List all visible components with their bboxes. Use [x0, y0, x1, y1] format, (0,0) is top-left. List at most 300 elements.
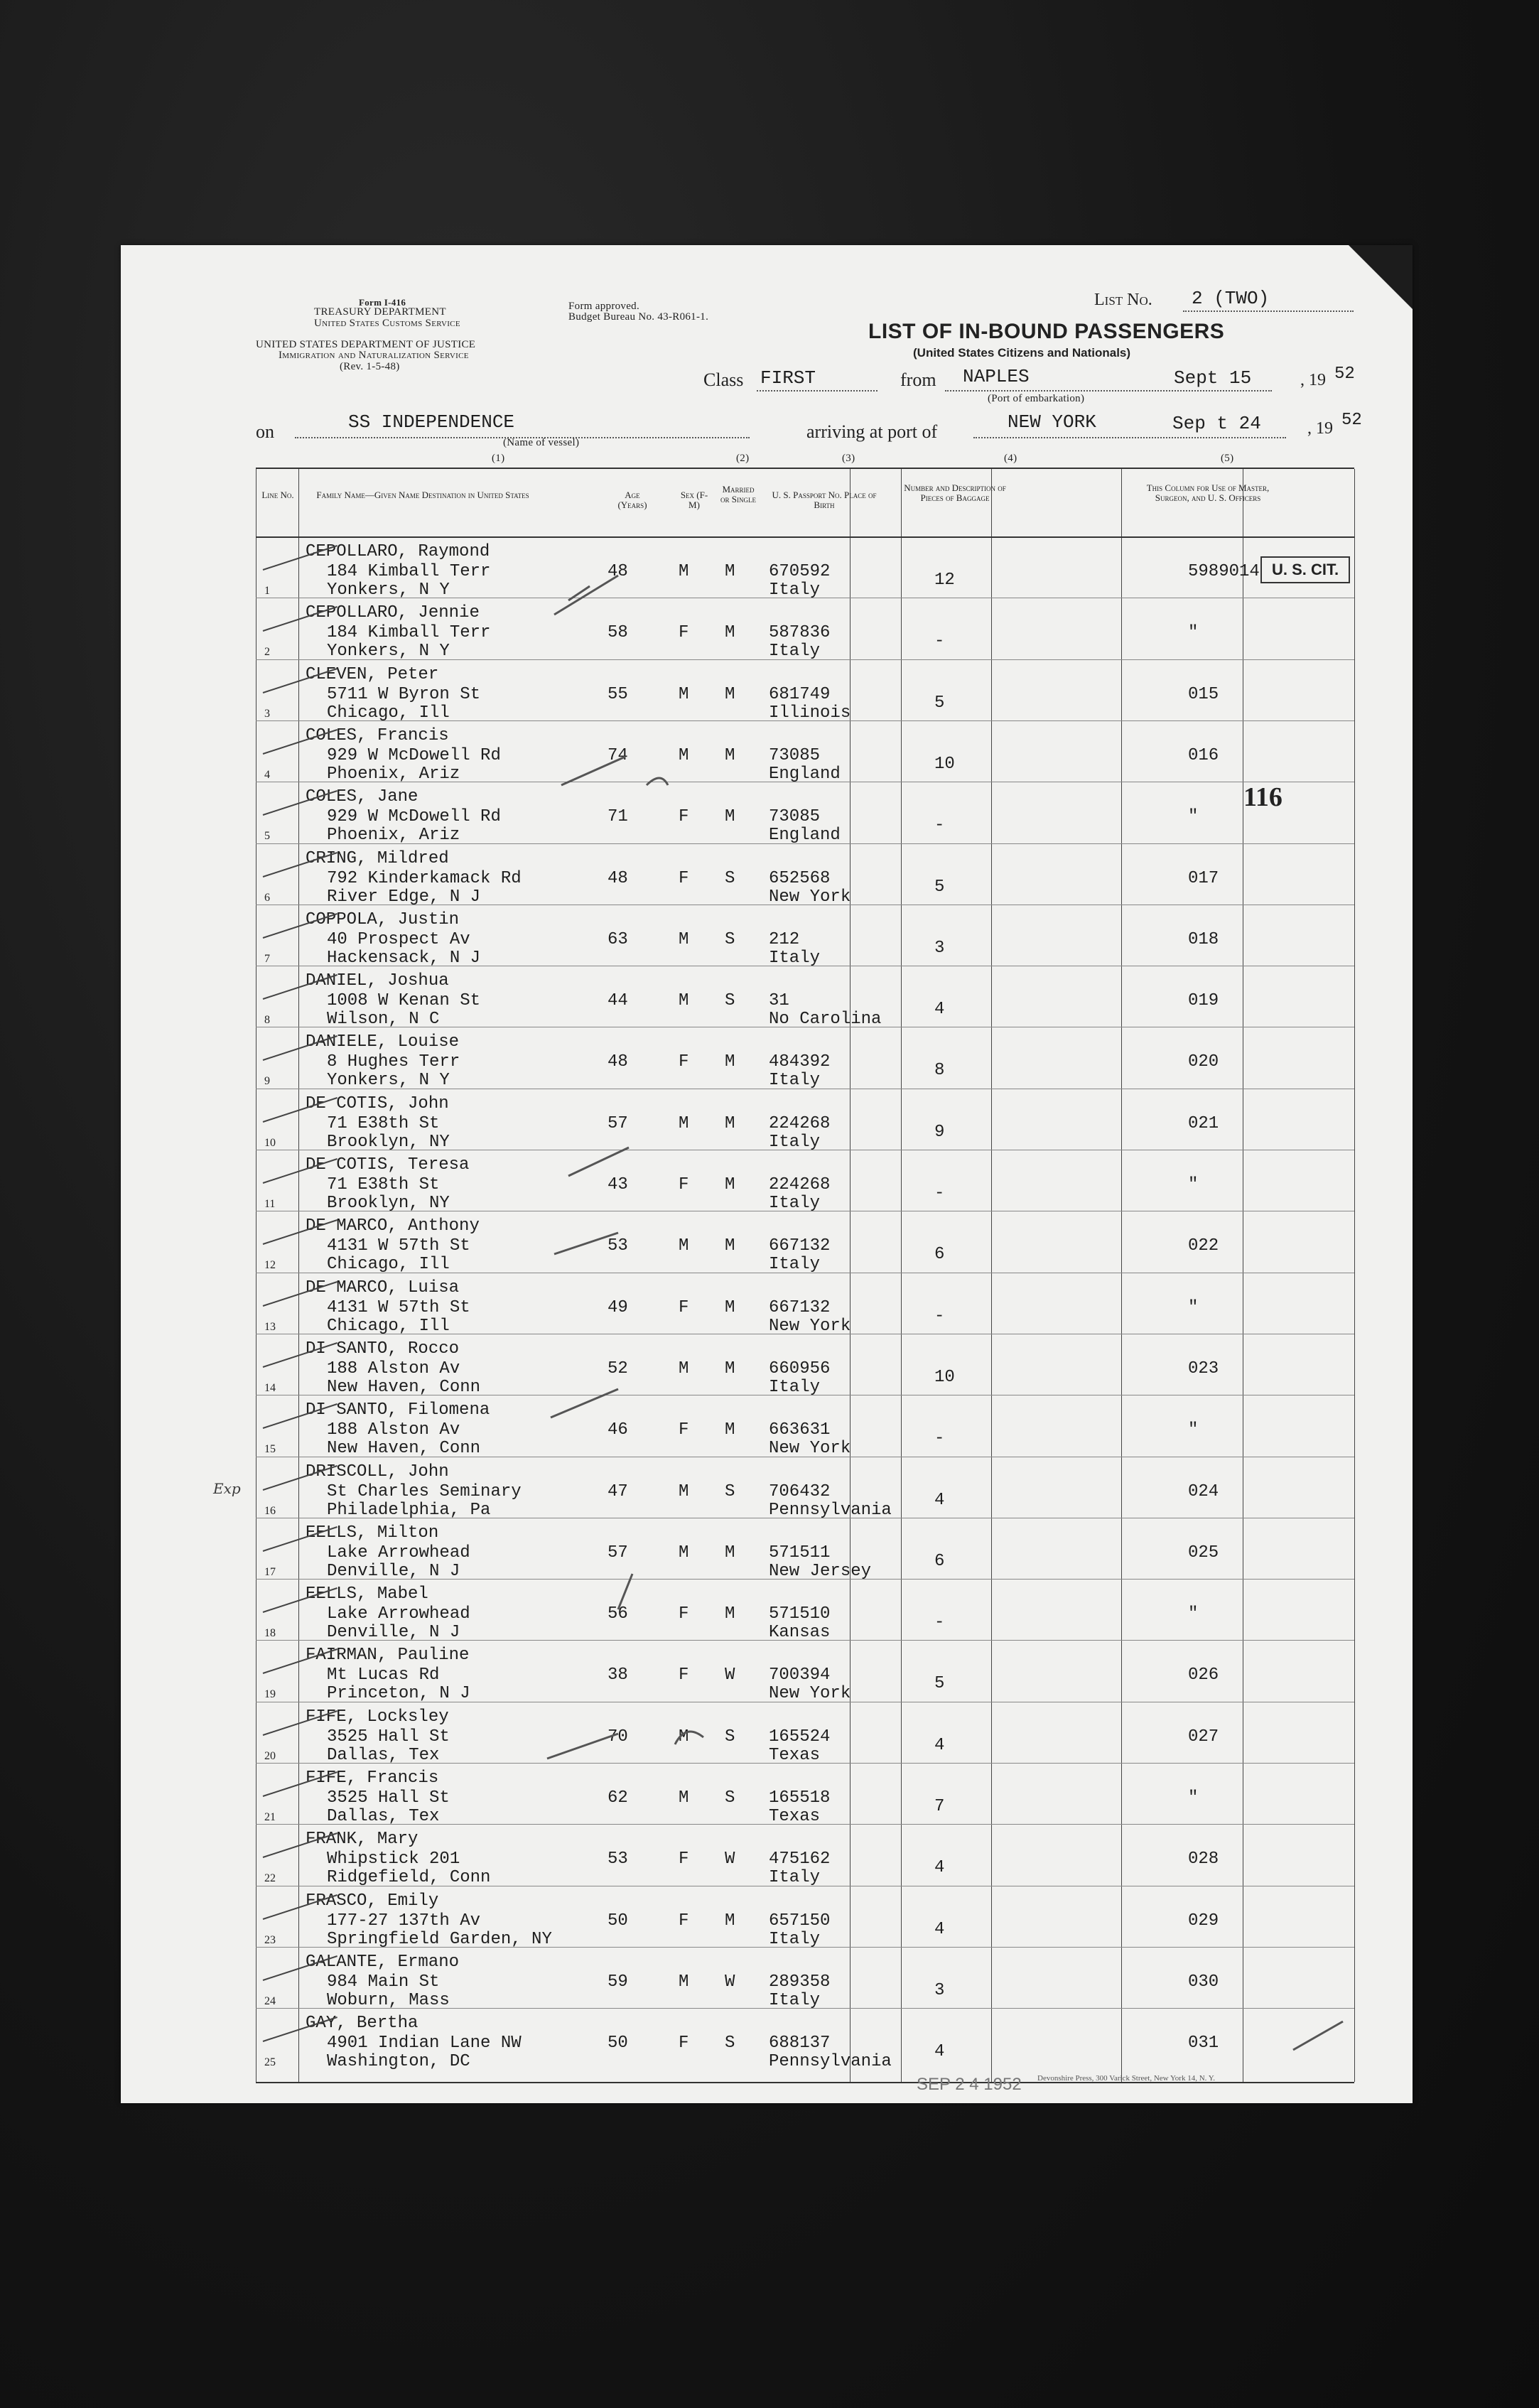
passenger-name: DE COTIS, John [306, 1094, 449, 1113]
marital-status: M [725, 1543, 735, 1562]
marital-status: M [725, 1359, 735, 1378]
baggage-count: 10 [934, 1367, 955, 1387]
marital-status: S [725, 2034, 735, 2053]
passport-number: 667132 [769, 1236, 831, 1256]
line-number: 25 [264, 2056, 276, 2069]
line-number: 8 [264, 1014, 270, 1027]
address-street: 71 E38th St [327, 1175, 440, 1194]
sex: M [679, 991, 689, 1011]
marital-status: M [725, 1236, 735, 1256]
address-street: 177-27 137th Av [327, 1911, 481, 1931]
address-city: Chicago, Ill [327, 1255, 450, 1275]
age: 49 [608, 1297, 628, 1317]
passenger-name: DANIELE, Louise [306, 1032, 460, 1052]
marital-status: M [725, 1052, 735, 1072]
place-of-birth: Pennsylvania [769, 1500, 892, 1520]
passenger-name: CRING, Mildred [306, 848, 449, 868]
address-street: Mt Lucas Rd [327, 1665, 440, 1685]
age: 59 [608, 1972, 628, 1992]
address-city: New Haven, Conn [327, 1439, 481, 1459]
col-header-age: Age (Years) [617, 490, 647, 510]
baggage-count: 4 [934, 1000, 945, 1020]
marital-status: M [725, 1604, 735, 1624]
officers-number: 031 [1188, 2034, 1219, 2053]
passenger-name: CEPOLLARO, Jennie [306, 603, 480, 623]
sex: F [679, 1175, 689, 1194]
vessel-note: (Name of vessel) [503, 437, 580, 448]
address-city: New Haven, Conn [327, 1377, 481, 1397]
baggage-count: 5 [934, 693, 945, 713]
officers-number: " [1188, 1604, 1199, 1624]
passenger-name: GALANTE, Ermano [306, 1952, 460, 1972]
age: 50 [608, 2034, 628, 2053]
marital-status: M [725, 1420, 735, 1440]
passenger-name: DE COTIS, Teresa [306, 1155, 470, 1175]
on-label: on [256, 421, 274, 442]
place-of-birth: Italy [769, 948, 821, 968]
place-of-birth: Italy [769, 1990, 821, 2010]
marital-status: S [725, 991, 735, 1011]
address-city: Springfield Garden, NY [327, 1929, 552, 1949]
marital-status: M [725, 1113, 735, 1133]
received-date-stamp: SEP 2 4 1952 [917, 2075, 1022, 2094]
passport-number: 663631 [769, 1420, 831, 1440]
arrival-year: 52 [1341, 411, 1362, 430]
officers-number: " [1188, 623, 1199, 643]
sex: M [679, 1359, 689, 1378]
passport-number: 706432 [769, 1481, 831, 1501]
list-number: 2 (TWO) [1192, 288, 1270, 309]
officers-number: 029 [1188, 1911, 1219, 1931]
age: 53 [608, 1850, 628, 1869]
officers-number: " [1188, 807, 1199, 827]
col-header-sex: Sex (F-M) [680, 490, 708, 510]
address-city: Chicago, Ill [327, 1316, 450, 1336]
address-city: Philadelphia, Pa [327, 1500, 491, 1520]
line-number: 22 [264, 1872, 276, 1885]
place-of-birth: New York [769, 887, 851, 907]
form-number: Form I-416 [359, 297, 406, 308]
marital-status: M [725, 1297, 735, 1317]
passport-number: 587836 [769, 623, 831, 643]
address-city: Yonkers, N Y [327, 642, 450, 662]
address-street: 929 W McDowell Rd [327, 745, 501, 765]
baggage-count: 10 [934, 754, 955, 774]
passenger-name: EELLS, Mabel [306, 1584, 428, 1604]
address-street: 984 Main St [327, 1972, 440, 1992]
sex: F [679, 1297, 689, 1317]
line-number: 16 [264, 1504, 276, 1517]
passenger-name: FIFE, Francis [306, 1769, 439, 1788]
age: 71 [608, 807, 628, 827]
address-city: Denville, N J [327, 1561, 460, 1581]
column-number: (2) [736, 453, 750, 464]
revision: (Rev. 1-5-48) [340, 361, 400, 372]
officers-number: 023 [1188, 1359, 1219, 1378]
officers-number: " [1188, 1420, 1199, 1440]
address-street: 4901 Indian Lane NW [327, 2034, 522, 2053]
age: 74 [608, 745, 628, 765]
class-label: Class [703, 369, 744, 390]
passenger-name: COLES, Francis [306, 725, 449, 745]
page-subtitle: (United States Citizens and Nationals) [913, 346, 1131, 360]
sex: F [679, 1850, 689, 1869]
officers-number: " [1188, 1788, 1199, 1808]
age: 52 [608, 1359, 628, 1378]
officers-number: " [1188, 1175, 1199, 1194]
address-street: 5711 W Byron St [327, 684, 481, 704]
age: 38 [608, 1665, 628, 1685]
address-city: Dallas, Tex [327, 1807, 440, 1826]
address-city: Brooklyn, NY [327, 1132, 450, 1152]
officers-number: 030 [1188, 1972, 1219, 1992]
baggage-count: - [934, 816, 945, 836]
from-label: from [900, 369, 936, 390]
age: 46 [608, 1420, 628, 1440]
col-header-officers: This Column for Use of Master, Surgeon, and U. S. Officers [1146, 482, 1270, 503]
address-street: 3525 Hall St [327, 1727, 450, 1746]
passport-number: 571511 [769, 1543, 831, 1562]
passenger-name: FAIRMAN, Pauline [306, 1646, 470, 1665]
passport-number: 688137 [769, 2034, 831, 2053]
immigration-service: Immigration and Naturalization Service [279, 350, 469, 361]
passport-number: 484392 [769, 1052, 831, 1072]
address-city: Woburn, Mass [327, 1990, 450, 2010]
line-number: 15 [264, 1443, 276, 1456]
address-city: Chicago, Ill [327, 703, 450, 723]
address-city: Brooklyn, NY [327, 1194, 450, 1213]
marital-status: M [725, 1175, 735, 1194]
sex: F [679, 1420, 689, 1440]
margin-note: Exp [213, 1480, 241, 1497]
place-of-birth: New York [769, 1439, 851, 1459]
vessel-name: SS INDEPENDENCE [348, 411, 515, 433]
marital-status: M [725, 807, 735, 827]
marital-status: S [725, 929, 735, 949]
officers-number: " [1188, 1297, 1199, 1317]
marital-status: S [725, 1788, 735, 1808]
officers-number: 018 [1188, 929, 1219, 949]
address-street: Whipstick 201 [327, 1850, 460, 1869]
address-city: Yonkers, N Y [327, 1071, 450, 1091]
sex: M [679, 1788, 689, 1808]
passenger-name: COPPOLA, Justin [306, 909, 460, 929]
marital-status: M [725, 562, 735, 581]
passenger-name: CEPOLLARO, Raymond [306, 542, 490, 561]
line-number: 18 [264, 1627, 276, 1640]
line-number: 14 [264, 1381, 276, 1394]
col-header-married: Married or Single [720, 484, 756, 504]
age: 44 [608, 991, 628, 1011]
line-number: 1 [264, 585, 270, 597]
age: 47 [608, 1481, 628, 1501]
sex: M [679, 1236, 689, 1256]
passenger-name: DANIEL, Joshua [306, 971, 449, 991]
address-street: St Charles Seminary [327, 1481, 522, 1501]
officers-number: 017 [1188, 868, 1219, 888]
sex: M [679, 1543, 689, 1562]
officers-number: 021 [1188, 1113, 1219, 1133]
age: 63 [608, 929, 628, 949]
baggage-count: 4 [934, 1858, 945, 1878]
embarkation-date: Sept 15 [1174, 367, 1252, 389]
passport-number: 73085 [769, 807, 821, 827]
address-street: 40 Prospect Av [327, 929, 470, 949]
sex: F [679, 1052, 689, 1072]
baggage-count: 5 [934, 877, 945, 897]
line-number: 17 [264, 1565, 276, 1578]
passport-number: 660956 [769, 1359, 831, 1378]
column-number: (3) [842, 453, 855, 464]
passport-number: 657150 [769, 1911, 831, 1931]
place-of-birth: Italy [769, 1194, 821, 1213]
place-of-birth: Texas [769, 1745, 821, 1765]
address-street: 792 Kinderkamack Rd [327, 868, 522, 888]
column-number: (5) [1221, 453, 1234, 464]
baggage-count: 9 [934, 1122, 945, 1142]
column-number: (1) [492, 453, 505, 464]
passport-number: 73085 [769, 745, 821, 765]
baggage-count: 4 [934, 1490, 945, 1510]
place-of-birth: Italy [769, 642, 821, 662]
passport-number: 652568 [769, 868, 831, 888]
address-city: Washington, DC [327, 2052, 470, 2072]
address-city: Wilson, N C [327, 1010, 440, 1030]
baggage-count: - [934, 632, 945, 652]
budget-bureau: Budget Bureau No. 43-R061-1. [568, 311, 709, 323]
baggage-count: 3 [934, 938, 945, 958]
passport-number: 31 [769, 991, 789, 1011]
passport-number: 165524 [769, 1727, 831, 1746]
passport-number: 224268 [769, 1175, 831, 1194]
marital-status: W [725, 1972, 735, 1992]
age: 53 [608, 1236, 628, 1256]
officers-number: 5989014 [1188, 562, 1260, 581]
officers-number: 024 [1188, 1481, 1219, 1501]
sex: M [679, 1481, 689, 1501]
address-street: Lake Arrowhead [327, 1543, 470, 1562]
printer-imprint: Devonshire Press, 300 Varick Street, New York 14, N. Y. [1037, 2074, 1216, 2083]
place-of-birth: Italy [769, 1255, 821, 1275]
address-city: River Edge, N J [327, 887, 481, 907]
officers-number: 016 [1188, 745, 1219, 765]
passenger-name: DI SANTO, Filomena [306, 1400, 490, 1420]
address-city: Denville, N J [327, 1623, 460, 1643]
passenger-name: DI SANTO, Rocco [306, 1339, 460, 1359]
address-street: 1008 W Kenan St [327, 991, 481, 1011]
age: 48 [608, 562, 628, 581]
place-of-birth: Italy [769, 1929, 821, 1949]
passenger-name: FIFE, Locksley [306, 1707, 449, 1727]
baggage-count: 8 [934, 1061, 945, 1081]
treasury-dept: TREASURY DEPARTMENT [314, 306, 446, 318]
embark-year: 52 [1334, 365, 1355, 384]
address-street: 184 Kimball Terr [327, 623, 491, 643]
sex: M [679, 1972, 689, 1992]
address-street: Lake Arrowhead [327, 1604, 470, 1624]
place-of-birth: Italy [769, 1868, 821, 1888]
marital-status: W [725, 1665, 735, 1685]
officers-number: 019 [1188, 991, 1219, 1011]
place-of-birth: New York [769, 1316, 851, 1336]
page-number: 116 [1243, 782, 1282, 812]
list-number-label: List No. [1094, 291, 1152, 309]
address-street: 929 W McDowell Rd [327, 807, 501, 827]
address-city: Yonkers, N Y [327, 581, 450, 600]
passport-number: 670592 [769, 562, 831, 581]
baggage-count: 4 [934, 1919, 945, 1939]
officers-number: 020 [1188, 1052, 1219, 1072]
age: 56 [608, 1604, 628, 1624]
line-number: 7 [264, 952, 270, 965]
age: 43 [608, 1175, 628, 1194]
arrival-date: Sep t 24 [1172, 413, 1261, 434]
col-header-name: Family Name—Given Name Destination in United States [316, 490, 529, 500]
passport-number: 475162 [769, 1850, 831, 1869]
sex: M [679, 562, 689, 581]
officers-number: 025 [1188, 1543, 1219, 1562]
col-header-line: Line No. [261, 490, 294, 500]
age: 48 [608, 1052, 628, 1072]
justice-dept: UNITED STATES DEPARTMENT OF JUSTICE [256, 339, 476, 350]
customs-service: United States Customs Service [314, 318, 460, 329]
address-street: 3525 Hall St [327, 1788, 450, 1808]
age: 58 [608, 623, 628, 643]
age: 70 [608, 1727, 628, 1746]
age: 55 [608, 684, 628, 704]
passport-number: 681749 [769, 684, 831, 704]
baggage-count: 5 [934, 1674, 945, 1694]
form-approved: Form approved. [568, 301, 640, 312]
line-number: 20 [264, 1749, 276, 1762]
age: 50 [608, 1911, 628, 1931]
baggage-count: - [934, 1613, 945, 1633]
embark-year-prefix: , 19 [1300, 371, 1326, 389]
marital-status: M [725, 623, 735, 643]
address-street: 188 Alston Av [327, 1420, 460, 1440]
manifest-page [121, 245, 1413, 2103]
place-of-birth: Pennsylvania [769, 2052, 892, 2072]
passenger-name: EELLS, Milton [306, 1523, 439, 1543]
us-citizen-stamp: U. S. CIT. [1260, 556, 1350, 583]
arrival-port: NEW YORK [1008, 411, 1096, 433]
line-number: 21 [264, 1811, 276, 1823]
baggage-count: - [934, 1429, 945, 1449]
sex: F [679, 623, 689, 643]
passport-number: 224268 [769, 1113, 831, 1133]
passenger-name: GAY, Bertha [306, 2014, 418, 2034]
line-number: 11 [264, 1198, 276, 1210]
officers-number: 027 [1188, 1727, 1219, 1746]
age: 57 [608, 1113, 628, 1133]
handwritten-marks [121, 245, 1413, 2103]
passenger-name: DE MARCO, Luisa [306, 1278, 460, 1297]
line-number: 12 [264, 1259, 276, 1272]
place-of-birth: Illinois [769, 703, 851, 723]
passenger-name: FRANK, Mary [306, 1830, 418, 1850]
baggage-count: 4 [934, 2042, 945, 2062]
marital-status: M [725, 745, 735, 765]
place-of-birth: England [769, 764, 841, 784]
age: 62 [608, 1788, 628, 1808]
address-street: 71 E38th St [327, 1113, 440, 1133]
baggage-count: 7 [934, 1797, 945, 1816]
col-header-baggage: Number and Description of Pieces of Baggage [904, 482, 1006, 503]
baggage-count: - [934, 1184, 945, 1203]
passenger-name: DRISCOLL, John [306, 1462, 449, 1481]
address-city: Phoenix, Ariz [327, 826, 460, 846]
sex: F [679, 1604, 689, 1624]
address-street: 8 Hughes Terr [327, 1052, 460, 1072]
baggage-count: 12 [934, 571, 955, 590]
place-of-birth: Italy [769, 1071, 821, 1091]
officers-number: 022 [1188, 1236, 1219, 1256]
place-of-birth: No Carolina [769, 1010, 882, 1030]
line-number: 4 [264, 768, 270, 781]
sex: F [679, 1665, 689, 1685]
line-number: 2 [264, 646, 270, 659]
marital-status: S [725, 1481, 735, 1501]
address-city: Princeton, N J [327, 1684, 470, 1704]
passport-number: 165518 [769, 1788, 831, 1808]
page-title: LIST OF IN-BOUND PASSENGERS [868, 320, 1225, 343]
passenger-name: FRASCO, Emily [306, 1891, 439, 1911]
address-city: Ridgefield, Conn [327, 1868, 491, 1888]
arriving-label: arriving at port of [806, 421, 938, 442]
line-number: 5 [264, 830, 270, 843]
passport-number: 571510 [769, 1604, 831, 1624]
marital-status: S [725, 868, 735, 888]
marital-status: W [725, 1850, 735, 1869]
line-number: 13 [264, 1320, 276, 1333]
address-city: Hackensack, N J [327, 948, 481, 968]
marital-status: S [725, 1727, 735, 1746]
baggage-count: 6 [934, 1245, 945, 1265]
place-of-birth: New Jersey [769, 1561, 872, 1581]
arrival-year-prefix: , 19 [1307, 419, 1333, 438]
passport-number: 212 [769, 929, 800, 949]
address-street: 184 Kimball Terr [327, 562, 491, 581]
sex: M [679, 1113, 689, 1133]
place-of-birth: Italy [769, 1132, 821, 1152]
address-street: 4131 W 57th St [327, 1297, 470, 1317]
line-number: 9 [264, 1075, 270, 1088]
sex: M [679, 929, 689, 949]
passport-number: 700394 [769, 1665, 831, 1685]
line-number: 24 [264, 1994, 276, 2007]
address-city: Dallas, Tex [327, 1745, 440, 1765]
passenger-name: CLEVEN, Peter [306, 664, 439, 684]
class-value: FIRST [760, 367, 816, 389]
place-of-birth: Italy [769, 1377, 821, 1397]
passport-number: 667132 [769, 1297, 831, 1317]
officers-number: 028 [1188, 1850, 1219, 1869]
sex: F [679, 2034, 689, 2053]
column-number: (4) [1004, 453, 1017, 464]
baggage-count: - [934, 1306, 945, 1326]
address-city: Phoenix, Ariz [327, 764, 460, 784]
line-number: 19 [264, 1688, 276, 1701]
age: 48 [608, 868, 628, 888]
marital-status: M [725, 1911, 735, 1931]
passenger-name: COLES, Jane [306, 787, 418, 807]
place-of-birth: England [769, 826, 841, 846]
sex: M [679, 1727, 689, 1746]
passenger-name: DE MARCO, Anthony [306, 1216, 480, 1236]
officers-number: 026 [1188, 1665, 1219, 1685]
baggage-count: 4 [934, 1735, 945, 1755]
line-number: 6 [264, 891, 270, 904]
